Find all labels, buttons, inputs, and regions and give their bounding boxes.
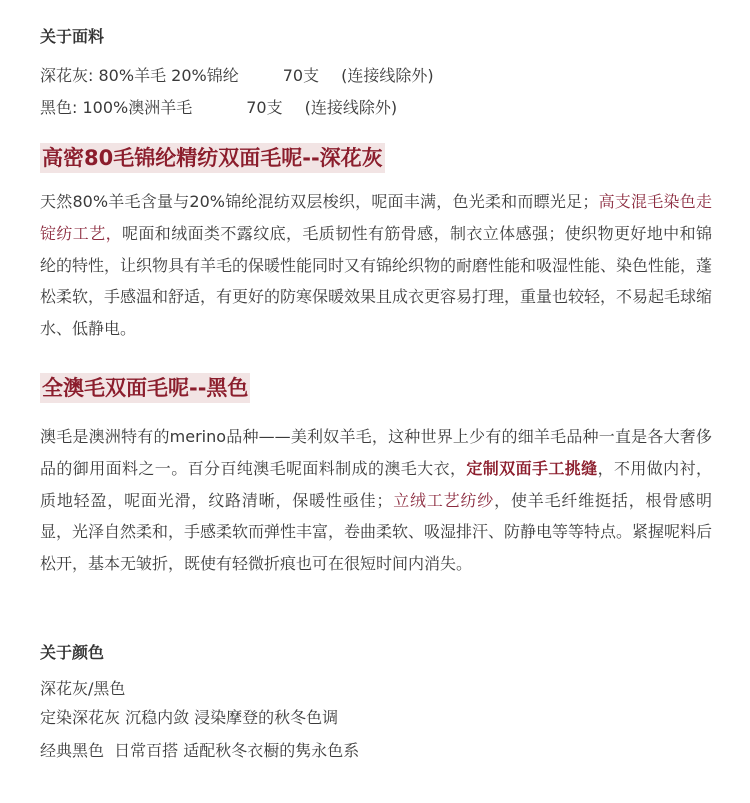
fabric-item-composition: 100%澳洲羊毛 — [82, 98, 193, 117]
fabric-item-composition: 80%羊毛 20%锦纶 — [98, 66, 239, 85]
fabric-item-name: 黑色: — [40, 98, 78, 117]
fabric-item-count: 70支 — [246, 98, 283, 117]
fabric-item-black — [40, 95, 397, 118]
black-paragraph-part: ，不用做内衬，质地轻盈，呢面光滑，纹路清晰，保暖性亟佳； — [40, 458, 712, 510]
fabric-item-count: 70支 — [282, 66, 320, 85]
black-paragraph-part: 澳毛是澳洲特有的merino品种——美利奴羊毛，这种世界上少有的细羊毛品种一直是各大奢侈品的御用面料之一。百分百纯澳毛呢面料制成的澳毛大衣， — [40, 427, 712, 478]
color-line: 经典黑色 日常百搭 适配秋冬衣橱的隽永色系 — [40, 741, 360, 760]
gray-paragraph-part: 呢面和绒面类不露纹底，毛质韧性有筋骨感，制衣立体感强；使织物更好地中和锦纶的特性，让织物具有羊毛的保暖性能同时又有锦纶织物的耐磨性能和吸湿性能、染色性能，蓬松柔软，手感温和舒适，有更好的防寒保暖效果且成衣更容易打理，重量也较轻，不易起毛球缩水、低静电。 — [40, 223, 713, 339]
black-paragraph-part: ，使羊毛纤维挺括，根骨感明显，光泽自然柔和，手感柔软而弹性丰富，卷曲柔软、吸湿排汗、防静电等等特点。紧握呢料后松开，基本无皱折，既使有轻微折痕也可在很短时间内消失。 — [40, 490, 713, 574]
black-section-heading: 全澳毛双面毛呢--黑色 — [40, 373, 250, 403]
black-section-paragraph — [40, 421, 712, 580]
black-highlight-text: 立绒工艺纺纱 — [392, 490, 495, 510]
fabric-item-gray — [40, 63, 434, 86]
gray-paragraph-part: 天然80%羊毛含量与20%锦纶混纺双层梭织，呢面丰满，色光柔和而瞟光足； — [40, 192, 599, 211]
color-line: 定染深花灰 沉稳内敛 浸染摩登的秋冬色调 — [40, 708, 339, 727]
gray-section-paragraph — [40, 186, 712, 345]
gray-highlight-text: 高支混毛染色走锭纺工艺， — [40, 192, 712, 243]
gray-section-heading: 高密80毛锦纶精纺双面毛呢--深花灰 — [40, 143, 385, 173]
fabric-section-title: 关于面料 — [40, 27, 105, 46]
color-section-title: 关于颜色 — [40, 643, 105, 662]
fabric-item-note: (连接线除外) — [341, 66, 434, 85]
fabric-item-note: (连接线除外) — [304, 98, 398, 117]
black-highlight-text: 定制双面手工挑缝 — [466, 458, 598, 478]
fabric-item-name: 深花灰: — [40, 66, 94, 85]
color-line: 深花灰/黑色 — [40, 679, 126, 698]
